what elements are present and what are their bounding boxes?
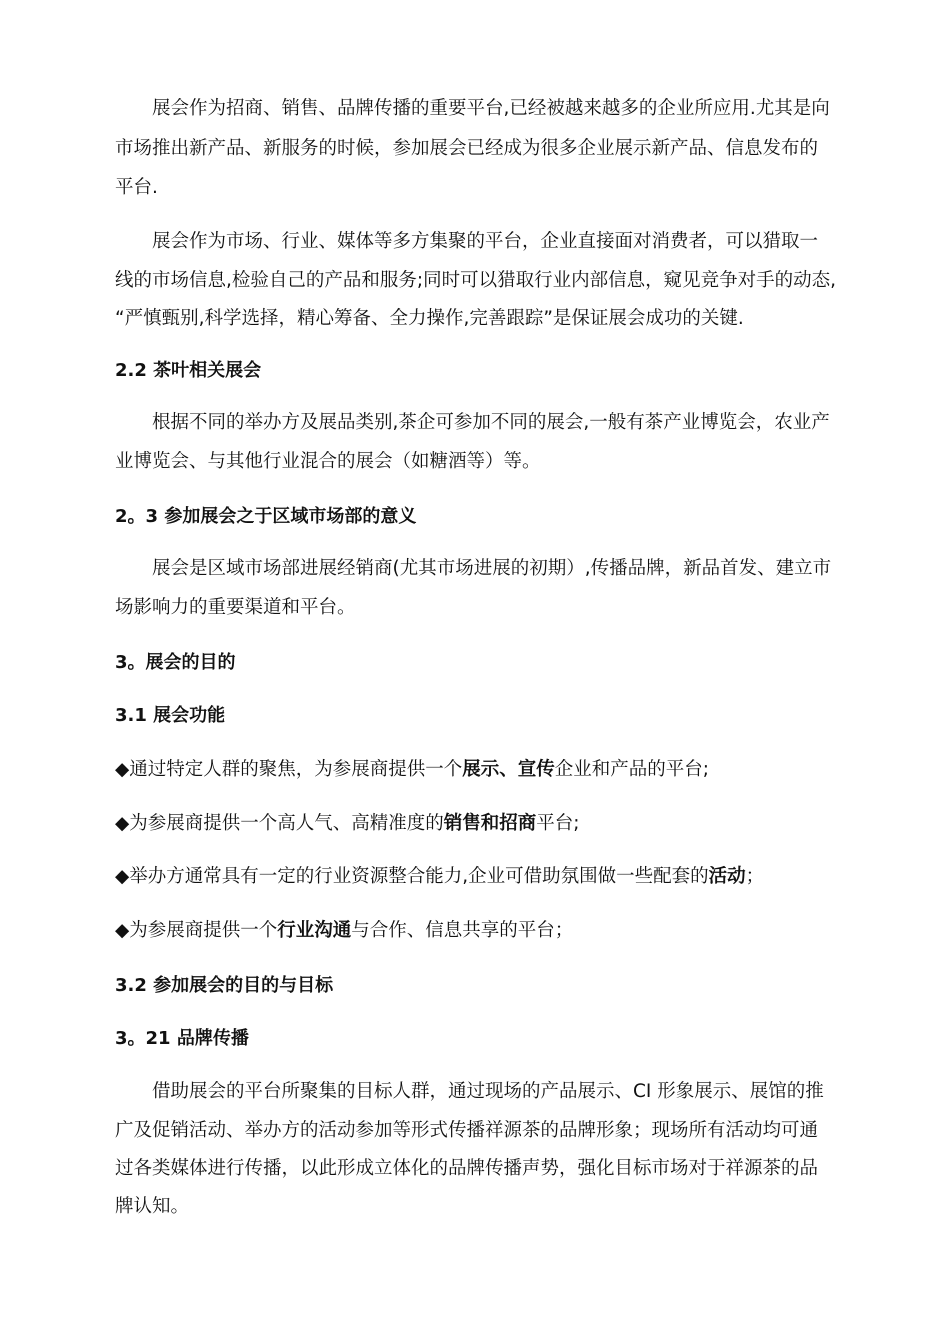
bullet-text: 为参展商提供一个高人气、高精准度的 (129, 813, 444, 834)
paragraph-1-line-1: 展会作为招商、销售、品牌传播的重要平台,已经被越来越多的企业所应用.尤其是向 (152, 98, 830, 119)
diamond-bullet-icon: ◆ (115, 866, 130, 887)
diamond-bullet-icon: ◆ (115, 813, 130, 834)
bullet-text-tail: 与合作、信息共享的平台； (351, 920, 574, 941)
bullet-item-2 (115, 811, 580, 837)
heading-3-2: 3.2 参加展会的目的与目标 (115, 975, 334, 996)
paragraph-3-line-1: 根据不同的举办方及展品类别,茶企可参加不同的展会,一般有茶产业博览会，农业产 (152, 412, 830, 433)
bullet-text: 举办方通常具有一定的行业资源整合能力,企业可借助氛围做一些配套的 (129, 866, 709, 887)
bullet-item-4 (115, 918, 573, 944)
heading-3: 3。展会的目的 (115, 652, 236, 673)
heading-3-21: 3。21 品牌传播 (115, 1028, 249, 1049)
paragraph-1-line-3: 平台. (115, 177, 158, 198)
heading-2-2: 2.2 茶叶相关展会 (115, 360, 262, 381)
paragraph-2-line-2: 线的市场信息,检验自己的产品和服务;同时可以猎取行业内部信息，窥见竞争对手的动态, (115, 270, 836, 291)
bullet-text: 通过特定人群的聚焦，为参展商提供一个 (129, 759, 463, 780)
bullet-emphasis: 行业沟通 (277, 920, 352, 941)
bullet-emphasis: 活动 (708, 866, 746, 887)
paragraph-3-line-2: 业博览会、与其他行业混合的展会（如糖酒等）等。 (115, 451, 541, 472)
bullet-emphasis: 展示、宣传 (462, 759, 555, 780)
bullet-text-tail: 企业和产品的平台; (554, 759, 709, 780)
paragraph-5-line-2: 广及促销活动、举办方的活动参加等形式传播祥源茶的品牌形象；现场所有活动均可通 (115, 1120, 819, 1141)
paragraph-2-line-1: 展会作为市场、行业、媒体等多方集聚的平台，企业直接面对消费者，可以猎取一 (152, 231, 819, 252)
paragraph-5-line-3: 过各类媒体进行传播，以此形成立体化的品牌传播声势，强化目标市场对于祥源茶的品 (115, 1158, 819, 1179)
paragraph-2-line-3: “严慎甄别,科学选择，精心筹备、全力操作,完善跟踪”是保证展会成功的关键. (115, 308, 744, 329)
bullet-text: 为参展商提供一个 (129, 920, 278, 941)
paragraph-5-line-4: 牌认知。 (115, 1196, 190, 1217)
bullet-text-tail: 平台; (536, 813, 580, 834)
bullet-item-3 (115, 864, 764, 890)
paragraph-1-line-2: 市场推出新产品、新服务的时候，参加展会已经成为很多企业展示新产品、信息发布的 (115, 138, 819, 159)
bullet-text-tail: ； (745, 866, 765, 887)
diamond-bullet-icon: ◆ (115, 920, 130, 941)
paragraph-4-line-2: 场影响力的重要渠道和平台。 (115, 597, 356, 618)
bullet-emphasis: 销售和招商 (443, 813, 537, 834)
bullet-item-1 (115, 757, 709, 783)
heading-2-3: 2。3 参加展会之于区域市场部的意义 (115, 506, 417, 527)
heading-3-1: 3.1 展会功能 (115, 705, 226, 726)
paragraph-5-line-1: 借助展会的平台所聚集的目标人群，通过现场的产品展示、CI 形象展示、展馆的推 (152, 1081, 824, 1102)
diamond-bullet-icon: ◆ (115, 759, 130, 780)
paragraph-4-line-1: 展会是区域市场部进展经销商(尤其市场进展的初期）,传播品牌，新品首发、建立市 (152, 558, 832, 579)
